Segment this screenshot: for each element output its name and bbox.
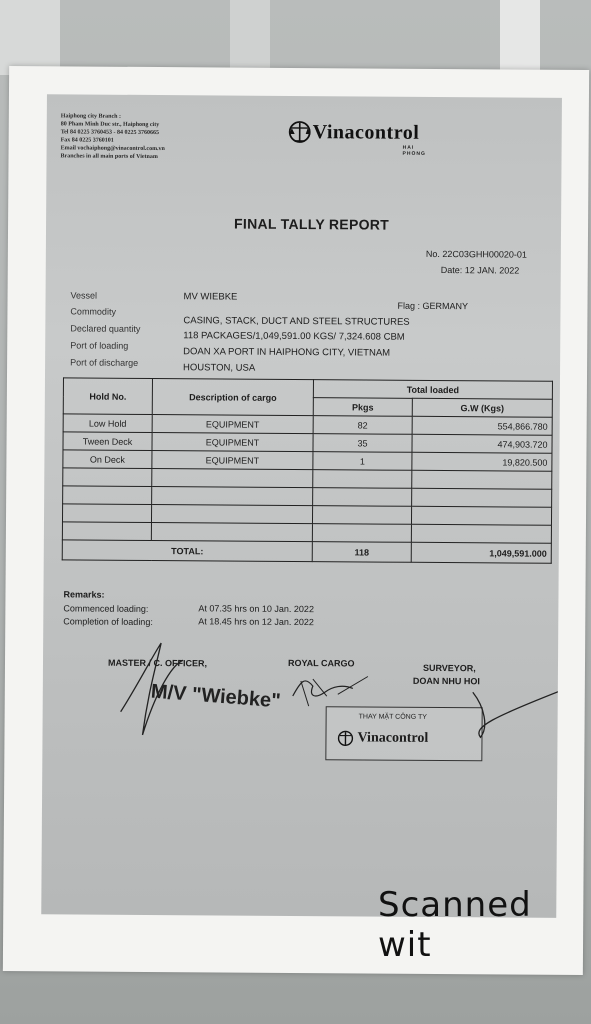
scanner-watermark: Scanned wit — [378, 885, 532, 965]
header-pkgs: Pkgs — [313, 398, 412, 417]
branch-line: Haiphong city Branch : — [60, 113, 122, 120]
scanned-report — [41, 94, 562, 918]
cell-gw: 19,820.500 — [412, 452, 552, 471]
cell-gw: 554,866.780 — [412, 416, 552, 435]
report-title: FINAL TALLY REPORT — [234, 215, 390, 233]
branch-line: Email vochaiphong@vinacontrol.com.vn — [60, 145, 165, 153]
vessel-label: Vessel — [70, 290, 98, 301]
stamp-top-text: THAY MẶT CÔNG TY — [358, 713, 427, 721]
commenced-label: Commenced loading: — [63, 603, 149, 614]
royal-cargo-label: ROYAL CARGO — [287, 657, 355, 669]
report-number: No. 22C03GHH00020-01 — [425, 248, 527, 260]
paper-sheet — [3, 66, 589, 975]
completion-value: At 18.45 hrs on 12 Jan. 2022 — [198, 616, 314, 628]
surveyor-label: SURVEYOR, — [422, 662, 476, 674]
pod-value: HOUSTON, USA — [183, 362, 256, 374]
cell-hold: On Deck — [63, 450, 152, 469]
flag-value: Flag : GERMANY — [397, 300, 469, 312]
cell-hold: Tween Deck — [63, 432, 152, 451]
surveyor-name: DOAN NHU HOI — [412, 675, 480, 687]
cell-hold: Low Hold — [63, 414, 152, 433]
cell-pkgs: 35 — [313, 434, 412, 453]
total-gw: 1,049,591.000 — [411, 542, 551, 563]
commodity-value: CASING, STACK, DUCT AND STEEL STRUCTURES — [183, 315, 410, 328]
branch-line: 80 Pham Minh Duc str., Haiphong city — [60, 121, 160, 129]
branch-line: Branches in all main ports of Vietnam — [60, 153, 158, 161]
header-gw: G.W (Kgs) — [412, 398, 552, 417]
cell-gw: 474,903.720 — [412, 434, 552, 453]
master-label: MASTER / C. OFFICER, — [107, 657, 208, 669]
quantity-label: Declared quantity — [70, 323, 141, 334]
background-wall — [500, 0, 540, 75]
report-date: Date: 12 JAN. 2022 — [440, 265, 520, 276]
header-hold: Hold No. — [63, 378, 152, 415]
remarks-title: Remarks: — [63, 589, 105, 600]
logo-sub: HAI PHONG — [402, 144, 426, 157]
completion-label: Completion of loading: — [63, 616, 153, 628]
cell-desc: EQUIPMENT — [152, 432, 313, 451]
header-description: Description of cargo — [152, 378, 313, 415]
ship-stamp: M/V "Wiebke" — [150, 680, 282, 713]
cell-pkgs: 82 — [313, 416, 412, 435]
cell-desc: EQUIPMENT — [152, 450, 313, 469]
background-wall — [230, 0, 270, 75]
total-label: TOTAL: — [62, 540, 312, 562]
commenced-value: At 07.35 hrs on 10 Jan. 2022 — [198, 603, 315, 615]
header-total-loaded: Total loaded — [313, 380, 552, 400]
stamp-name: Vinacontrol — [357, 730, 429, 746]
cell-pkgs: 1 — [313, 452, 412, 471]
quantity-value: 118 PACKAGES/1,049,591.00 KGS/ 7,324.608 CBM — [183, 330, 405, 343]
pol-value: DOAN XA PORT IN HAIPHONG CITY, VIETNAM — [183, 346, 391, 359]
total-pkgs: 118 — [312, 542, 411, 563]
branch-line: Fax 84 0225 3760101 — [60, 137, 114, 144]
cell-desc: EQUIPMENT — [152, 414, 313, 433]
commodity-label: Commodity — [70, 306, 117, 317]
handwritten-signatures — [41, 94, 562, 918]
branch-line: Tel 84 0225 3760453 - 84 0225 3760665 — [60, 129, 160, 137]
logo-text: Vinacontrol — [312, 120, 420, 144]
vessel-value: MV WIEBKE — [183, 291, 238, 303]
pod-label: Port of discharge — [70, 357, 139, 368]
background-wall — [0, 0, 60, 75]
pol-label: Port of loading — [70, 340, 129, 351]
